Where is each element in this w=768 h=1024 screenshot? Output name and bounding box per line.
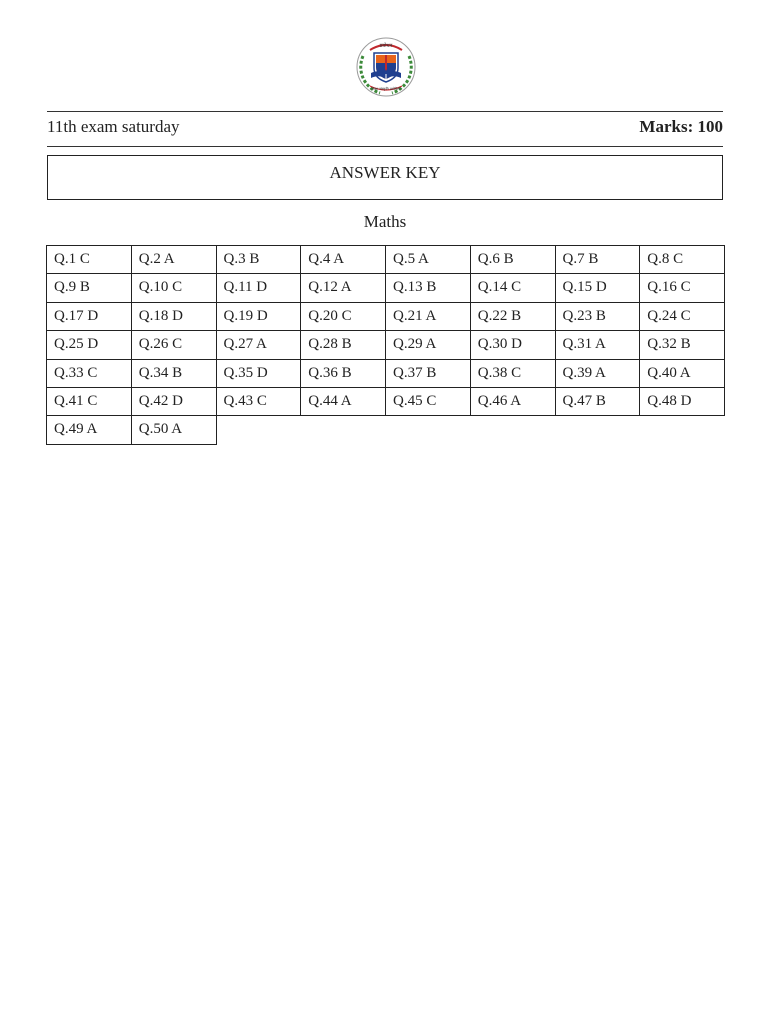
answer-cell: Q.1 C [46,245,132,274]
answer-cell: Q.42 D [131,387,217,416]
answer-cell: Q.29 A [385,330,471,359]
answer-cell: Q.31 A [555,330,641,359]
header-bottom-divider [47,146,723,147]
answer-cell: Q.24 C [639,302,725,331]
answer-cell: Q.40 A [639,359,725,388]
total-marks: Marks: 100 [639,117,723,136]
exam-title: 11th exam saturday [47,117,180,136]
answer-cell: Q.15 D [555,273,641,302]
answer-cell: Q.46 A [470,387,556,416]
institution-emblem-icon [354,36,418,98]
answer-cell: Q.4 A [300,245,386,274]
answer-cell: Q.32 B [639,330,725,359]
answer-cell: Q.25 D [46,330,132,359]
answer-cell: Q.2 A [131,245,217,274]
answer-cell: Q.49 A [46,415,132,444]
answer-key-title-box [47,155,723,200]
answer-cell: Q.28 B [300,330,386,359]
answer-cell: Q.21 A [385,302,471,331]
answer-cell: Q.36 B [300,359,386,388]
answer-cell: Q.30 D [470,330,556,359]
logo-bottom-text: शिक्षा संस्कृति प्रबोधिनी [371,87,401,91]
answer-cell: Q.27 A [216,330,302,359]
answer-cell: Q.44 A [300,387,386,416]
answer-cell: Q.16 C [639,273,725,302]
answer-cell: Q.37 B [385,359,471,388]
answer-cell: Q.20 C [300,302,386,331]
answer-cell: Q.18 D [131,302,217,331]
answer-cell: Q.41 C [46,387,132,416]
answer-cell: Q.12 A [300,273,386,302]
answer-cell: Q.26 C [131,330,217,359]
answer-cell: Q.14 C [470,273,556,302]
answer-cell: Q.17 D [46,302,132,331]
answer-cell: Q.10 C [131,273,217,302]
answer-cell: Q.35 D [216,359,302,388]
answer-cell: Q.33 C [46,359,132,388]
answer-cell: Q.6 B [470,245,556,274]
answer-cell: Q.19 D [216,302,302,331]
answer-key-title: ANSWER KEY [329,163,441,182]
answer-cell: Q.11 D [216,273,302,302]
answer-cell: Q.3 B [216,245,302,274]
answer-cell: Q.45 C [385,387,471,416]
answer-cell: Q.8 C [639,245,725,274]
answer-cell: Q.43 C [216,387,302,416]
answer-cell: Q.50 A [131,415,217,444]
answer-cell: Q.47 B [555,387,641,416]
answer-cell: Q.38 C [470,359,556,388]
answer-cell: Q.23 B [555,302,641,331]
answer-cell: Q.39 A [555,359,641,388]
header-top-divider [47,111,723,112]
answer-cell: Q.5 A [385,245,471,274]
answer-grid [46,245,724,444]
answer-cell: Q.9 B [46,273,132,302]
logo-top-text: प्रबोधन [379,43,393,49]
institution-logo [354,36,418,98]
answer-cell: Q.7 B [555,245,641,274]
answer-cell: Q.48 D [639,387,725,416]
subject-heading: Maths [363,212,407,231]
answer-cell: Q.34 B [131,359,217,388]
answer-cell: Q.13 B [385,273,471,302]
answer-cell: Q.22 B [470,302,556,331]
